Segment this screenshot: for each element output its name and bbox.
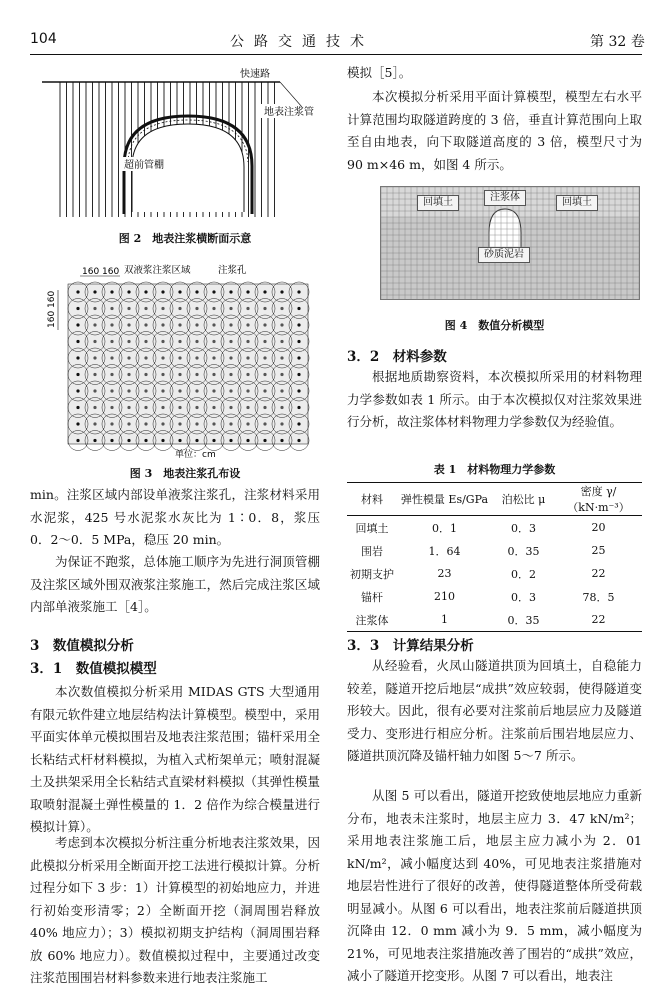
table-header-cell: 密度 γ/（kN·m⁻³） <box>567 485 630 514</box>
table-cell: 25 <box>591 544 606 557</box>
label-road: 快速路 <box>240 69 270 80</box>
table-header-cell: 泊松比 μ <box>501 493 546 506</box>
label-hole: 注浆孔 <box>218 265 247 276</box>
page-number: 104 <box>30 31 57 47</box>
figure-3-caption: 图 3 地表注浆孔布设 <box>129 467 241 480</box>
table-cell: 22 <box>591 567 606 580</box>
table-cell: 0．35 <box>507 544 540 558</box>
table-header-cell: 弹性模量 Es/GPa <box>400 493 489 506</box>
label-rock: 砂质泥岩 <box>478 247 530 263</box>
figure-2 <box>40 62 320 222</box>
table-row <box>347 516 642 540</box>
label-fill-left: 回填土 <box>417 195 459 211</box>
table-row <box>347 608 642 632</box>
left-paragraph-1: min。注浆区域内部设单液浆注浆孔，注浆材料采用水泥浆，425 号水泥浆水灰比为 1∶0．8，浆压 0．2～0．5 MPa，稳压 20 min。 <box>30 487 320 547</box>
table-header-cell: 材料 <box>361 493 383 506</box>
table-row <box>347 585 642 608</box>
table-cell: 1．64 <box>428 544 461 558</box>
table-cell: 210 <box>434 590 455 603</box>
table-cell: 0．1 <box>432 521 457 535</box>
figure-4-caption: 图 4 数值分析模型 <box>444 319 545 332</box>
table-cell: 0．35 <box>507 613 540 627</box>
table-cell: 22 <box>591 613 606 626</box>
left-paragraph-2: 为保证不跑浆，总体施工顺序为先进行洞顶管棚及注浆区域外围双液浆注浆施工，然后完成注浆区域内部单液浆施工［4］。 <box>30 554 320 614</box>
label-fill-right: 回填土 <box>556 195 598 211</box>
right-paragraph-1: 本次模拟分析采用平面计算模型，模型左右水平计算范围均取隧道跨度的 3 倍，垂直计算范围向上取至自由地表，向下取隧道高度的 3 倍，模型尺寸为 90 m×46 m，如图 4 所示。 <box>347 89 642 172</box>
section-3-3-heading: 3．3 计算结果分析 <box>347 638 474 654</box>
figure-3-drawing <box>40 262 330 462</box>
left-paragraph-3: 本次数值模拟分析采用 MIDAS GTS 大型通用有限元软件建立地层结构法计算模型。模型中，采用平面实体单元模拟围岩及地表注浆范围；锚杆采用全长粘结式杆材料模拟，为植入式桁架单元；喷射混凝土及拱架采用全长粘结式直梁材料模拟（其弹性模量取喷射混凝土弹性模量的 1．2 倍作为综合模量进行模拟计算）。 <box>30 684 320 834</box>
right-paragraph-3: 从经验看，火凤山隧道拱顶为回填土，自稳能力较差，隧道开挖后地层“成拱”效应较弱，使得隧道变形较大。因此，很有必要对注浆前后地层应力及隧道受力、变形进行相应分析。注浆前后围岩地层应力、隧道拱顶沉降及锚杆轴力如图 5～7 所示。 <box>347 658 642 763</box>
table-cell: 回填土 <box>355 521 389 535</box>
figure-4 <box>380 186 640 300</box>
figure-2-drawing <box>40 62 320 222</box>
figure-3 <box>40 262 330 462</box>
section-3-2-heading: 3．2 材料参数 <box>347 349 447 365</box>
vdim-160-b: 160 <box>47 310 57 328</box>
table-1-caption: 表 1 材料物理力学参数 <box>433 463 556 476</box>
table-cell: 78．5 <box>582 590 615 604</box>
table-cell: 0．2 <box>511 567 536 581</box>
header-rule <box>30 54 642 55</box>
figure-2-caption: 图 2 地表注浆横断面示意 <box>118 232 252 245</box>
dim-160-a: 160 <box>82 267 100 277</box>
table-cell: 围岩 <box>361 544 383 558</box>
table-cell: 0．3 <box>511 590 536 604</box>
table-cell: 23 <box>437 567 452 580</box>
section-3-heading: 3 数值模拟分析 <box>30 638 134 654</box>
table-row <box>347 539 642 562</box>
dim-160-b: 160 <box>102 267 120 277</box>
table-header-row <box>347 483 642 516</box>
table-cell: 锚杆 <box>361 590 383 604</box>
table-cell: 注浆体 <box>355 613 389 627</box>
table-cell: 0．3 <box>511 521 536 535</box>
label-zone: 双液浆注浆区域 <box>124 265 191 276</box>
journal-title: 公路交通技术 <box>230 34 374 50</box>
unit-label: 单位：cm <box>175 450 216 460</box>
right-paragraph-2: 根据地质勘察资料，本次模拟所采用的材料物理力学参数如表 1 所示。由于本次模拟仅对注浆效果进行分析，故注浆体材料物理力学参数仅为经验值。 <box>347 369 642 429</box>
right-paragraph-4: 从图 5 可以看出，隧道开挖致使地层地应力重新分布，地表未注浆时，地层主应力 3．47 kN/m²；采用地表注浆施工后，地层主应力减小为 2．01 kN/m²，减小幅度达到 40%，可见地表注浆措施对地层岩性进行了很好的改善，使得隧道整体所受荷载明显减小。从图 6 可以看出，地表注浆前后隧道拱顶沉降由 12．0 mm 减小为 9．5 mm，减小幅度为 21%，可见地表注浆措施改善了围岩的“成拱”效应，减小了隧道开挖变形。从图 7 可以看出，地表注 <box>347 788 642 983</box>
label-grout: 注浆体 <box>484 190 526 206</box>
right-paragraph-0: 模拟［5］。 <box>347 65 412 80</box>
label-pipe: 地表注浆管 <box>264 107 314 118</box>
table-cell: 1 <box>441 613 448 626</box>
table-row <box>347 562 642 585</box>
table-cell: 初期支护 <box>350 567 394 581</box>
volume-label: 第 32 卷 <box>590 34 645 50</box>
table-cell: 20 <box>591 521 606 534</box>
vdim-160-a: 160 <box>47 290 57 308</box>
left-paragraph-4: 考虑到本次模拟分析注重分析地表注浆效果，因此模拟分析采用全断面开挖工法进行模拟计算。分析过程分如下 3 步：1）计算模型的初始地应力，并进行初始变形清零；2）全断面开挖（洞周围岩释放 40% 地应力）；3）模拟初期支护结构（洞周围岩释放 60% 地应力）。数值模拟过程中，主要通过改变注浆范围围岩材料参数来进行地表注浆施工 <box>30 835 320 985</box>
table-1 <box>347 482 642 632</box>
label-shed: 超前管棚 <box>124 160 164 171</box>
section-3-1-heading: 3．1 数值模拟模型 <box>30 661 157 677</box>
